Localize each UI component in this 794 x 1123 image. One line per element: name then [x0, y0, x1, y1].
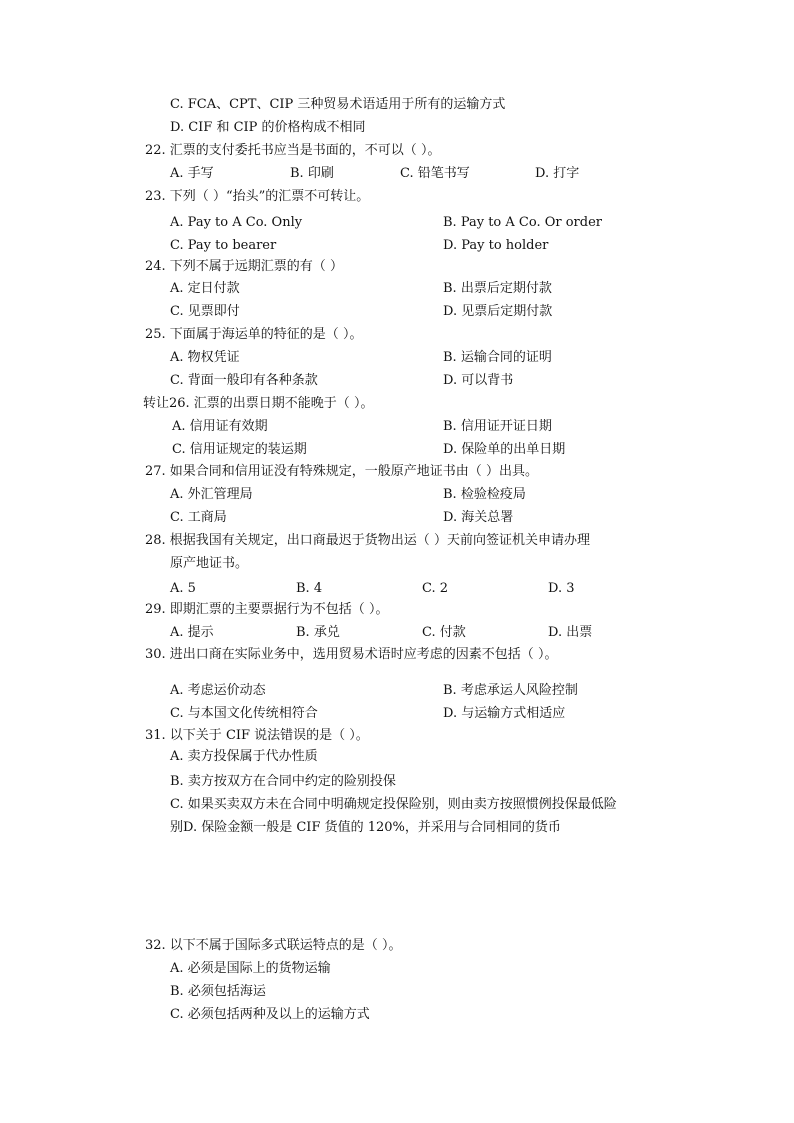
question-23: 23. 下列（ ）“抬头”的汇票不可转让。 — [145, 189, 370, 204]
question-30: 30. 进出口商在实际业务中，选用贸易术语时应考虑的因素不包括（ ）。 — [145, 647, 558, 662]
option-b: B. 卖方按双方在合同中约定的险别投保 — [170, 774, 396, 789]
option-a: A. 外汇管理局 — [170, 487, 253, 502]
question-26: 转让26. 汇票的出票日期不能晚于（ ）。 — [143, 396, 374, 411]
question-29: 29. 即期汇票的主要票据行为不包括（ ）。 — [145, 602, 389, 617]
option-b: B. 出票后定期付款 — [443, 281, 552, 296]
option-c: C. Pay to bearer — [170, 238, 277, 253]
option-a: A. 5 — [170, 581, 196, 596]
option-c: C. 背面一般印有各种条款 — [170, 373, 318, 388]
option-d: D. 打字 — [535, 166, 580, 181]
option-b: B. 考虑承运人风险控制 — [443, 683, 578, 698]
option-b: B. 检验检疫局 — [443, 487, 526, 502]
option-b: B. 4 — [296, 581, 323, 596]
option-d: D. 与运输方式相适应 — [443, 706, 566, 721]
option-line: D. CIF 和 CIP 的价格构成不相同 — [170, 120, 366, 135]
option-c: C. 付款 — [422, 625, 466, 640]
option-d: D. 海关总署 — [443, 510, 514, 525]
option-b: B. 印刷 — [290, 166, 334, 181]
question-27: 27. 如果合同和信用证没有特殊规定，一般原产地证书由（ ）出具。 — [145, 464, 538, 479]
question-31: 31. 以下关于 CIF 说法错误的是（ ）。 — [145, 728, 369, 743]
option-a: A. 手写 — [170, 166, 214, 181]
option-b: B. 运输合同的证明 — [443, 350, 552, 365]
option-c: C. 见票即付 — [170, 304, 240, 319]
option-c: C. 信用证规定的装运期 — [172, 442, 307, 457]
option-c: C. 必须包括两种及以上的运输方式 — [170, 1007, 370, 1022]
option-c: C. 如果买卖双方未在合同中明确规定投保险别，则由卖方按照惯例投保最低险 — [170, 797, 617, 812]
option-c: C. 2 — [422, 581, 449, 596]
option-a: A. 物权凭证 — [170, 350, 240, 365]
option-c: C. 铅笔书写 — [400, 166, 470, 181]
option-a: A. 提示 — [170, 625, 214, 640]
option-d: D. Pay to holder — [443, 238, 549, 253]
option-c: C. 与本国文化传统相符合 — [170, 706, 318, 721]
option-b: B. 必须包括海运 — [170, 984, 266, 999]
question-24: 24. 下列不属于远期汇票的有（ ） — [145, 259, 343, 274]
option-line: C. FCA、CPT、CIP 三种贸易术语适用于所有的运输方式 — [170, 97, 506, 112]
option-a: A. Pay to A Co. Only — [170, 215, 303, 230]
option-c: C. 工商局 — [170, 510, 227, 525]
question-22: 22. 汇票的支付委托书应当是书面的，不可以（ ）。 — [145, 143, 441, 158]
option-d: D. 出票 — [548, 625, 593, 640]
question-28: 28. 根据我国有关规定，出口商最迟于货物出运（ ）天前向签证机关申请办理 — [145, 533, 590, 548]
option-d: D. 可以背书 — [443, 373, 514, 388]
option-a: A. 考虑运价动态 — [170, 683, 266, 698]
option-a: A. 信用证有效期 — [172, 419, 268, 434]
option-a: A. 卖方投保属于代办性质 — [170, 749, 318, 764]
option-c-continuation: 别D. 保险金额一般是 CIF 货值的 120%，并采用与合同相同的货币 — [170, 820, 561, 835]
option-b: B. 承兑 — [296, 625, 340, 640]
question-28-continuation: 原产地证书。 — [170, 556, 249, 571]
option-d: D. 3 — [548, 581, 575, 596]
option-a: A. 定日付款 — [170, 281, 240, 296]
question-25: 25. 下面属于海运单的特征的是（ ）。 — [145, 327, 363, 342]
option-d: D. 保险单的出单日期 — [443, 442, 566, 457]
option-b: B. Pay to A Co. Or order — [443, 215, 602, 230]
question-32: 32. 以下不属于国际多式联运特点的是（ ）。 — [145, 938, 402, 953]
option-d: D. 见票后定期付款 — [443, 304, 553, 319]
option-b: B. 信用证开证日期 — [443, 419, 552, 434]
option-a: A. 必须是国际上的货物运输 — [170, 961, 331, 976]
